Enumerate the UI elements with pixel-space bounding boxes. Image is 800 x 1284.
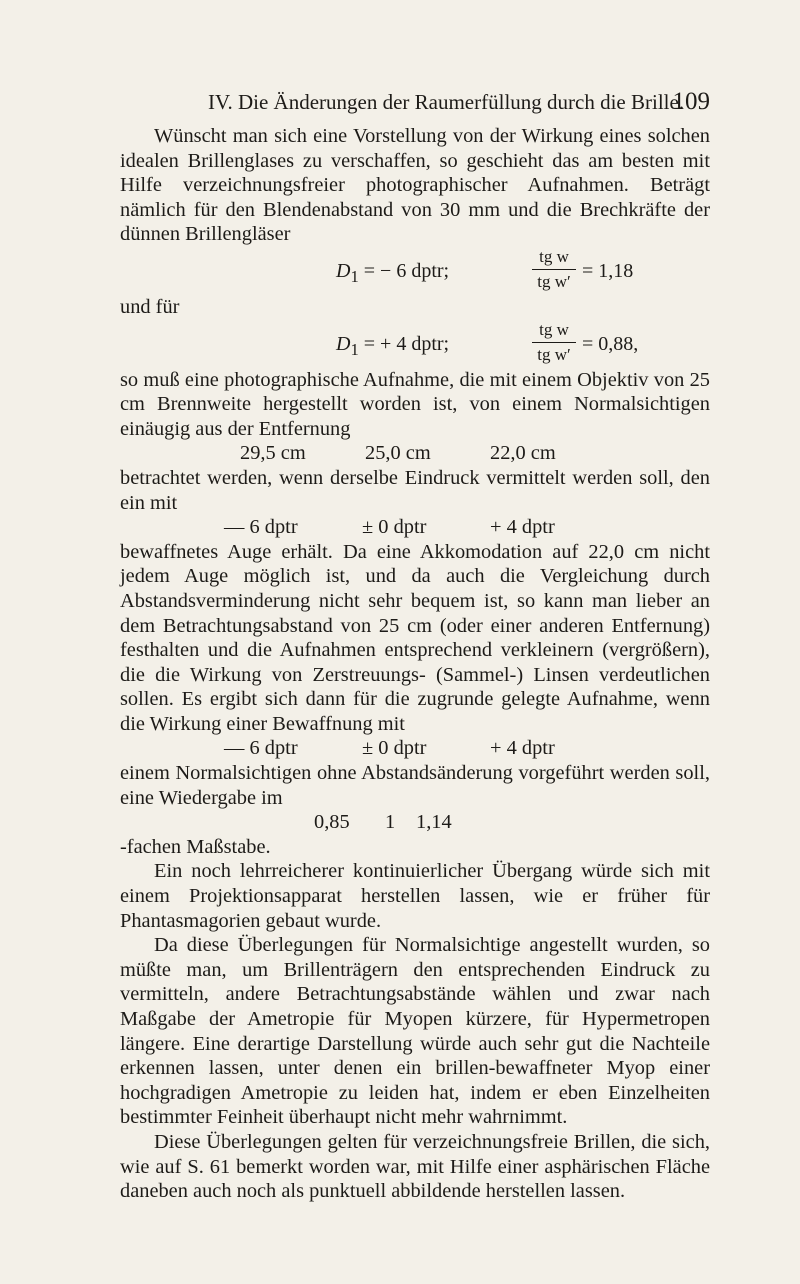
page-number: 109 bbox=[672, 88, 710, 115]
dptr-row-1 bbox=[120, 515, 710, 540]
formula-2-sub: 1 bbox=[350, 339, 359, 359]
paragraph-9: Diese Überlegungen gelten für verzeichnungsfreie Brillen, die sich, wie auf S. 61 bemerkt worden war, mit Hilfe einer asphärischen Fläche daneben auch noch als punktuell abbildende herstellen lassen. bbox=[120, 1130, 710, 1203]
running-title: IV. Die Änderungen der Raumerfüllung durch die Brille. bbox=[208, 90, 685, 114]
dptr-value: — 6 dptr bbox=[224, 737, 298, 760]
formula-2-result: = 0,88, bbox=[582, 332, 639, 355]
dptr-value: ± 0 dptr bbox=[362, 737, 427, 760]
paragraph-5: einem Normalsichtigen ohne Abstandsänderung vorgeführt werden soll, eine Wiedergabe im bbox=[120, 762, 710, 809]
formula-1-value: = − 6 dptr; bbox=[363, 259, 450, 282]
dptr-value: — 6 dptr bbox=[224, 516, 298, 539]
fraction-bar bbox=[532, 269, 576, 270]
dptr-row-2 bbox=[120, 736, 710, 761]
paragraph-7: Ein noch lehrreicherer kontinuierlicher Übergang würde sich mit einem Projektionsapparat herstellen lassen, wie er früher für Phantasmagorien gebaut wurde. bbox=[120, 860, 710, 932]
formula-2 bbox=[120, 320, 710, 368]
paragraph-3: betrachtet werden, wenn derselbe Eindruck vermittelt werden soll, den ein mit bbox=[120, 466, 710, 514]
formula-2-value: = + 4 dptr; bbox=[363, 332, 450, 355]
fraction-bar bbox=[532, 342, 576, 343]
distance-row bbox=[120, 441, 710, 466]
distance-value: 29,5 cm bbox=[240, 442, 306, 465]
formula-1-lhs bbox=[336, 259, 449, 290]
formula-1-result: = 1,18 bbox=[582, 259, 634, 282]
formula-2-numerator: tg w bbox=[539, 319, 569, 339]
scale-value: 0,85 bbox=[314, 811, 350, 834]
formula-2-lhs bbox=[336, 332, 449, 363]
dptr-value: + 4 dptr bbox=[490, 737, 555, 760]
formula-2-fraction bbox=[532, 320, 576, 365]
formula-2-denominator: tg w′ bbox=[537, 344, 571, 364]
page-body bbox=[120, 124, 710, 1204]
paragraph-8: Da diese Überlegungen für Normalsichtige angestellt wurden, so müßte man, um Brillenträgern den entsprechenden Eindruck zu vermitteln, andere Betrachtungsabstände wählen und zwar nach Maßgabe der Ametropie für Myopen kürzere, für Hypermetropen längere. Eine derartige Darstellung würde auch sehr gut die Nachteile erkennen lassen, unter denen ein brillen-bewaffneter Myop einer hochgradigen Ametropie zu leiden hat, indem er eben Einzelheiten bestimmter Feinheit überhaupt nicht mehr wahrnimmt. bbox=[120, 934, 710, 1129]
formula-1 bbox=[120, 247, 710, 295]
formula-1-var: D bbox=[336, 259, 351, 282]
dptr-value: + 4 dptr bbox=[490, 516, 555, 539]
und-fuer-label: und für bbox=[120, 295, 180, 318]
page-header bbox=[120, 85, 710, 119]
distance-value: 25,0 cm bbox=[365, 442, 431, 465]
paragraph-4: bewaffnetes Auge erhält. Da eine Akkomodation auf 22,0 cm nicht jedem Auge möglich ist, und da auch die Vergleichung durch Abstandsverminderung nicht sehr bequem ist, so kann man lieber an dem Betrachtungsabstand von 25 cm (oder einer anderen Entfernung) festhalten und die Aufnahmen entsprechend verkleinern (vergrößern), die die Wirkung von Zerstreuungs- (Sammel-) Linsen verdeutlichen sollen. Es ergibt sich dann für die zugrunde gelegte Aufnahme, wenn die Wirkung einer Bewaffnung mit bbox=[120, 540, 710, 735]
scale-value: 1 bbox=[385, 811, 396, 834]
scale-row bbox=[120, 810, 710, 835]
paragraph-6: -fachen Maßstabe. bbox=[120, 835, 271, 858]
scale-value: 1,14 bbox=[416, 811, 452, 834]
formula-1-numerator: tg w bbox=[539, 246, 569, 266]
paragraph-1: Wünscht man sich eine Vorstellung von der Wirkung eines solchen idealen Brillenglases zu verschaffen, so geschieht das am besten mit Hilfe verzeichnungsfreier photographischer Aufnahmen. Beträgt nämlich für den Blendenabstand von 30 mm und die Brechkräfte der dünnen Brillengläser bbox=[120, 125, 710, 246]
paragraph-2: so muß eine photographische Aufnahme, die mit einem Objektiv von 25 cm Brennweite hergestellt worden ist, von einem Normalsichtigen einäugig aus der Entfernung bbox=[120, 368, 710, 440]
formula-2-var: D bbox=[336, 332, 351, 355]
distance-value: 22,0 cm bbox=[490, 442, 556, 465]
dptr-value: ± 0 dptr bbox=[362, 516, 427, 539]
formula-1-denominator: tg w′ bbox=[537, 271, 571, 291]
formula-1-fraction bbox=[532, 247, 576, 292]
formula-1-sub: 1 bbox=[350, 266, 359, 286]
